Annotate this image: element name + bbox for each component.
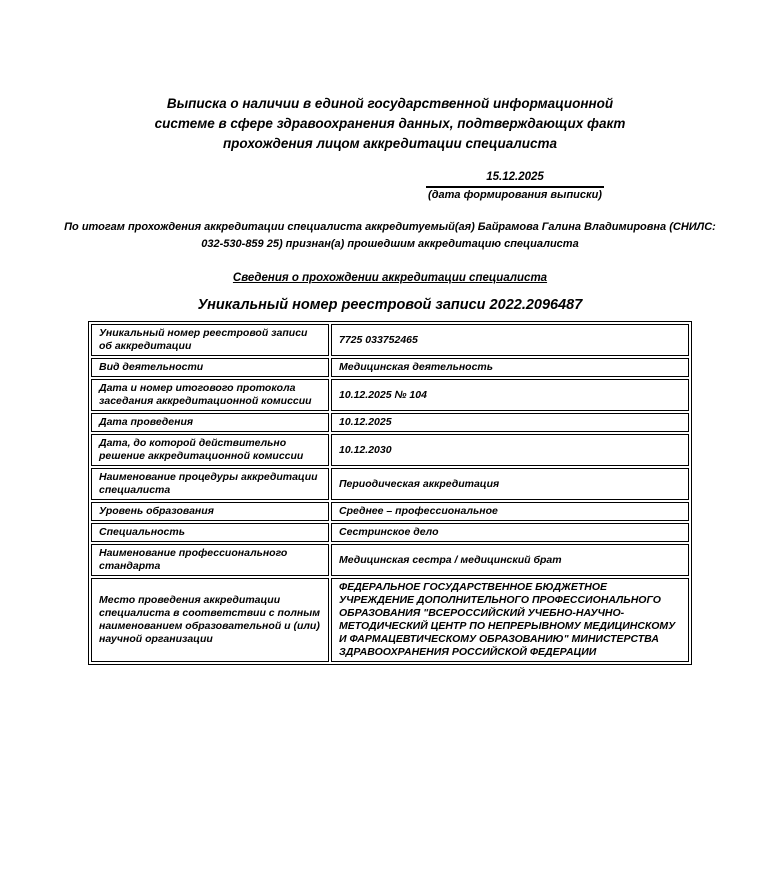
accreditation-statement-line: 032-530-859 25) признан(а) прошедшим аккредитацию специалиста bbox=[201, 237, 579, 250]
extract-date-caption: (дата формирования выписки) bbox=[428, 189, 602, 201]
accreditation-statement bbox=[0, 219, 780, 252]
table-cell-value: Медицинская сестра / медицинский брат bbox=[331, 544, 689, 576]
table-cell-value: 10.12.2030 bbox=[331, 434, 689, 466]
table-cell-label: Вид деятельности bbox=[91, 358, 329, 377]
extract-date: 15.12.2025 bbox=[426, 171, 604, 188]
table-row bbox=[91, 358, 689, 377]
document-title-line: прохождения лицом аккредитации специалиста bbox=[222, 136, 558, 151]
section-heading: Сведения о прохождении аккредитации специалиста bbox=[232, 272, 548, 284]
table-cell-label: Специальность bbox=[91, 523, 329, 542]
table-cell-label: Дата, до которой действительно решение аккредитационной комиссии bbox=[91, 434, 329, 466]
table-cell-label: Дата проведения bbox=[91, 413, 329, 432]
table-row bbox=[91, 324, 689, 356]
document-title-line: системе в сфере здравоохранения данных, подтверждающих факт bbox=[154, 116, 626, 131]
table-row bbox=[91, 379, 689, 411]
table-row bbox=[91, 502, 689, 521]
table-cell-label: Место проведения аккредитации специалиста в соответствии с полным наименованием образовательной и (или) научной организации bbox=[91, 578, 329, 662]
table-cell-value: ФЕДЕРАЛЬНОЕ ГОСУДАРСТВЕННОЕ БЮДЖЕТНОЕ УЧРЕЖДЕНИЕ ДОПОЛНИТЕЛЬНОГО ПРОФЕССИОНАЛЬНОГО ОБРАЗОВАНИЯ "ВСЕРОССИЙСКИЙ УЧЕБНО-НАУЧНО-МЕТОДИЧЕСКИЙ ЦЕНТР ПО НЕПРЕРЫВНОМУ МЕДИЦИНСКОМУ И ФАРМАЦЕВТИЧЕСКОМУ ОБРАЗОВАНИЮ" МИНИСТЕРСТВА ЗДРАВООХРАНЕНИЯ РОССИЙСКОЙ ФЕДЕРАЦИИ bbox=[331, 578, 689, 662]
table-cell-label: Уровень образования bbox=[91, 502, 329, 521]
table-cell-label: Наименование профессионального стандарта bbox=[91, 544, 329, 576]
document-title bbox=[0, 0, 780, 154]
table-row bbox=[91, 434, 689, 466]
table-cell-value: Сестринское дело bbox=[331, 523, 689, 542]
table-row bbox=[91, 523, 689, 542]
table-cell-value: Среднее – профессиональное bbox=[331, 502, 689, 521]
table-row bbox=[91, 544, 689, 576]
accreditation-statement-line: По итогам прохождения аккредитации специалиста аккредитуемый(ая) Байрамова Галина Владимировна (СНИЛС: bbox=[64, 221, 716, 233]
accreditation-details-table bbox=[88, 321, 692, 665]
table-row bbox=[91, 413, 689, 432]
table-row bbox=[91, 468, 689, 500]
table-cell-value: Медицинская деятельность bbox=[331, 358, 689, 377]
table-cell-label: Дата и номер итогового протокола заседания аккредитационной комиссии bbox=[91, 379, 329, 411]
table-row bbox=[91, 578, 689, 662]
table-cell-value: 7725 033752465 bbox=[331, 324, 689, 356]
document-title-line: Выписка о наличии в единой государственной информационной bbox=[166, 96, 614, 111]
table-cell-value: 10.12.2025 № 104 bbox=[331, 379, 689, 411]
table-cell-value: Периодическая аккредитация bbox=[331, 468, 689, 500]
table-cell-value: 10.12.2025 bbox=[331, 413, 689, 432]
table-cell-label: Наименование процедуры аккредитации специалиста bbox=[91, 468, 329, 500]
table-cell-label: Уникальный номер реестровой записи об аккредитации bbox=[91, 324, 329, 356]
extract-date-block bbox=[426, 171, 604, 201]
registry-number-heading: Уникальный номер реестровой записи 2022.2096487 bbox=[197, 297, 583, 313]
